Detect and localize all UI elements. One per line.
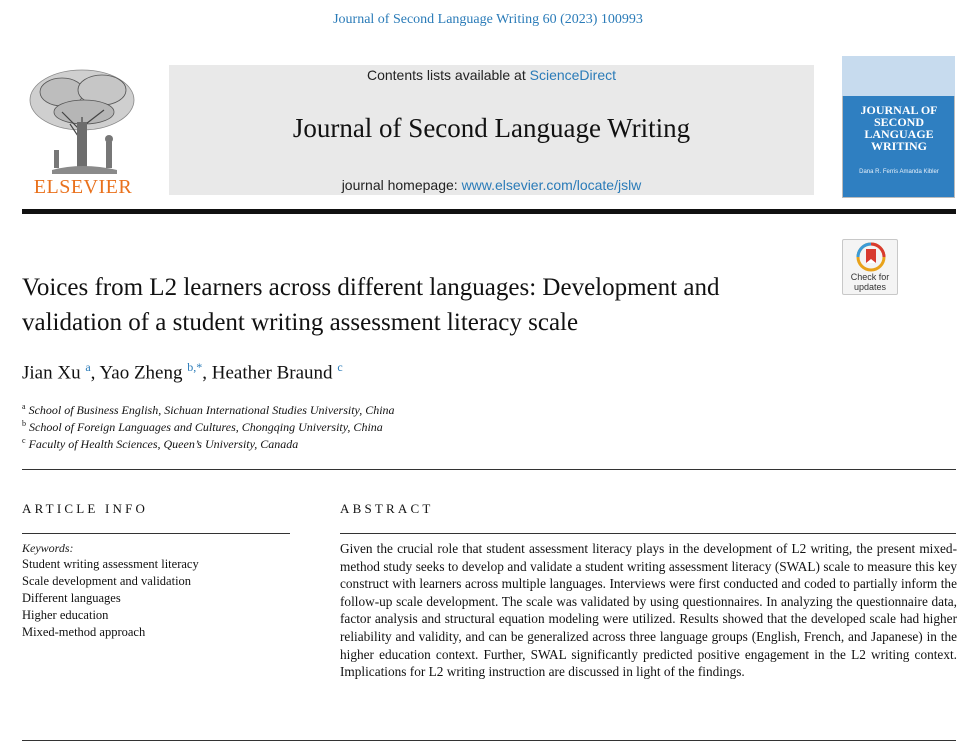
keyword-item: Higher education [22,608,109,622]
keyword-item: Student writing assessment literacy [22,557,199,571]
keyword-item: Scale development and validation [22,574,192,588]
contents-prefix: Contents lists available at [366,67,530,83]
journal-cover-title [848,104,950,152]
journal-cover-editors: Dana R. Ferris Amanda Kibler [859,169,939,175]
journal-cover-top-band [842,56,955,96]
bottom-divider [22,740,956,741]
article-title: Voices from L2 learners across different languages: Development and validation of a student writing assessment literacy scale [22,274,720,336]
cover-title-line: SECOND [873,115,924,129]
journal-title: Journal of Second Language Writing [292,113,691,143]
check-for-updates-label [842,272,898,292]
journal-homepage-link[interactable]: www.elsevier.com/locate/jslw [461,177,642,193]
author-name[interactable]: Heather Braund [211,362,333,384]
abstract-heading: ABSTRACT [340,501,434,516]
check-for-updates-line2: updates [853,282,887,292]
abstract-body: Given the crucial role that student assessment literacy plays in the development of L2 writing, the present mixed-method study seeks to develop and validate a student writing assessment literacy (SWAL) scale to measure this key construct with learners across multiple languages. Interviews were first conducted and coded to partially inform the follow-up scale development. The scale was validated by using questionnaires. In analyzing the questionnaire data, factor analysis and structural equation modeling were utilized. Results showed that the developed scale had higher reliability and validity, and can be generalized across three language groups (English, French, and Japanese) in the higher education context. Further, SWAL significantly predicted positive engagement in the L2 writing context. Implications for L2 writing instruction are discussed in light of the findings. [340,541,957,680]
author-separator: , [90,362,100,384]
affiliation-text: School of Foreign Languages and Cultures, Chongqing University, China [29,420,383,434]
affiliation-a [22,402,395,418]
journal-citation-link[interactable]: Journal of Second Language Writing 60 (2023) 100993 [333,12,643,27]
author-affiliation-mark[interactable]: b,* [187,360,203,374]
contents-available-line [169,67,814,83]
elsevier-wordmark: ELSEVIER [33,176,133,198]
keyword-item: Different languages [22,591,121,605]
author-name[interactable]: Jian Xu [22,362,81,384]
author-name[interactable]: Yao Zheng [99,362,183,384]
affiliation-b [22,419,383,435]
affiliation-mark: b [22,419,26,428]
affiliation-mark: c [22,436,26,445]
header-divider [22,209,956,214]
homepage-prefix: journal homepage: [341,177,462,193]
article-info-heading: ARTICLE INFO [22,501,149,516]
abstract-divider [340,533,956,534]
check-for-updates-line1: Check for [850,272,890,282]
author-separator: , [202,362,212,384]
affiliation-divider [22,469,956,470]
affiliation-mark: a [22,402,26,411]
crossmark-icon [843,240,899,272]
affiliation-text: Faculty of Health Sciences, Queen’s University, Canada [28,437,299,451]
sciencedirect-link[interactable]: ScienceDirect [529,67,616,83]
affiliation-c [22,436,298,452]
journal-homepage-line [169,177,814,193]
cover-title-line: JOURNAL OF [860,103,938,117]
affiliation-text: School of Business English, Sichuan International Studies University, China [28,403,395,417]
author-affiliation-mark[interactable]: c [337,360,343,374]
keywords-label: Keywords: [22,541,74,555]
author-list [22,360,343,384]
article-info-divider [22,533,290,534]
keyword-item: Mixed-method approach [22,625,146,639]
author-affiliation-mark[interactable]: a [85,360,91,374]
cover-title-line: LANGUAGE [864,127,934,141]
cover-title-line: WRITING [870,139,927,153]
